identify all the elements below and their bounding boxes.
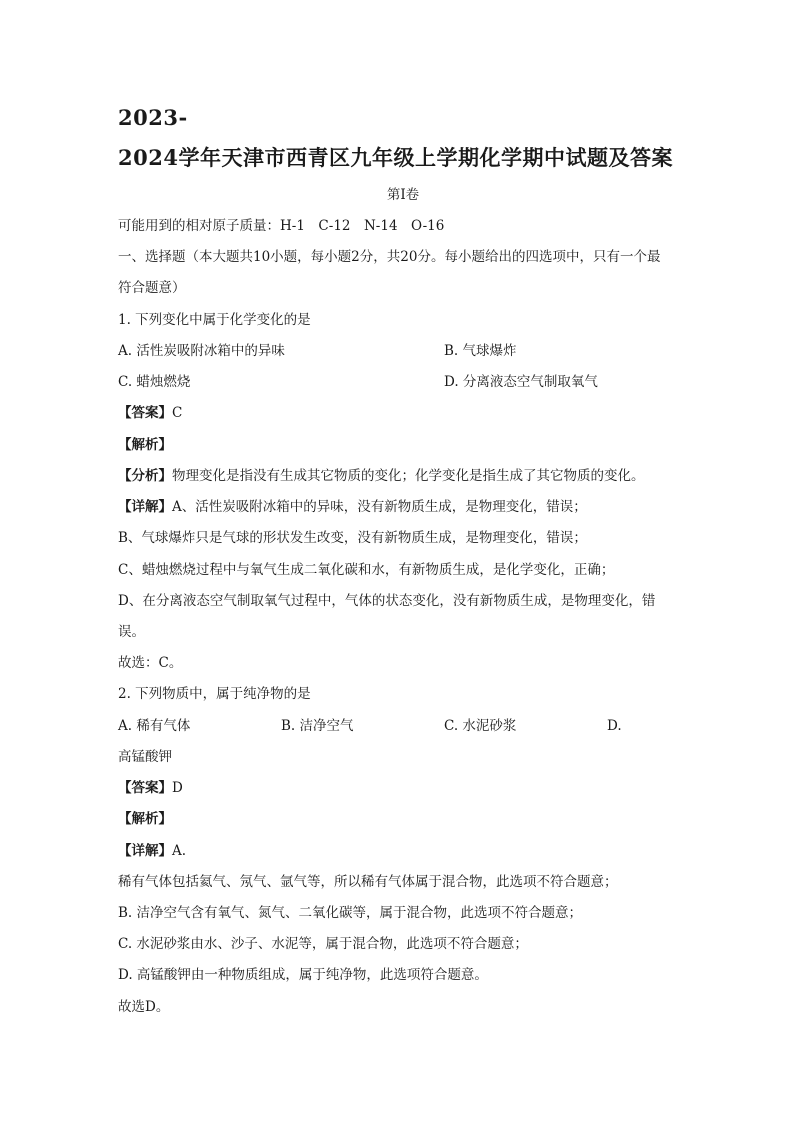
q1-answer-value: C — [172, 405, 183, 421]
q1-detail-d-line2: 误。 — [118, 624, 145, 640]
q1-fenxi-tag: 【分析】 — [118, 468, 172, 484]
q1-detail-a-text: A、活性炭吸附冰箱中的异味，没有新物质生成，是物理变化，错误； — [172, 499, 587, 515]
part1-heading-line1: 一、选择题（本大题共10小题，每小题2分，共20分。每小题给出的四选项中，只有一个最 — [118, 249, 661, 265]
q1-stem: 1. 下列变化中属于化学变化的是 — [118, 312, 311, 328]
q2-detail-d: D. 高锰酸钾由一种物质组成，属于纯净物，此选项符合题意。 — [118, 967, 488, 983]
q2-option-c: C. 水泥砂浆 — [444, 718, 517, 734]
q1-detail-d-line1: D、在分离液态空气制取氧气过程中，气体的状态变化，没有新物质生成，是物理变化，错 — [118, 593, 656, 609]
q2-detail-b: B. 洁净空气含有氧气、氮气、二氧化碳等，属于混合物，此选项不符合题意； — [118, 905, 583, 921]
q2-detail-tag: 【详解】 — [118, 843, 172, 859]
q2-option-a: A. 稀有气体 — [118, 718, 191, 734]
q1-option-a: A. 活性炭吸附冰箱中的异味 — [118, 343, 285, 359]
q1-option-d: D. 分离液态空气制取氧气 — [444, 374, 598, 390]
section-title: 第Ⅰ卷 — [386, 187, 420, 203]
q1-option-c: C. 蜡烛燃烧 — [118, 374, 191, 390]
q1-detail-a — [118, 497, 587, 517]
q1-fenxi-text: 物理变化是指没有生成其它物质的变化；化学变化是指生成了其它物质的变化。 — [172, 468, 645, 484]
doc-title-line1: 2023- — [118, 105, 188, 130]
q2-option-d-text: 高锰酸钾 — [118, 749, 172, 765]
q2-stem: 2. 下列物质中，属于纯净物的是 — [118, 686, 311, 702]
q1-detail-b: B、气球爆炸只是气球的形状发生改变，没有新物质生成，是物理变化，错误； — [118, 530, 587, 546]
q1-detail-c: C、蜡烛燃烧过程中与氧气生成二氧化碳和水，有新物质生成，是化学变化，正确； — [118, 562, 615, 578]
doc-title-line2: 2024学年天津市西青区九年级上学期化学期中试题及答案 — [118, 145, 673, 170]
q1-detail-tag: 【详解】 — [118, 499, 172, 515]
q1-fenxi — [118, 466, 645, 486]
q2-detail-a: 稀有气体包括氦气、氖气、氩气等，所以稀有气体属于混合物，此选项不符合题意； — [118, 874, 618, 890]
q1-analysis-tag: 【解析】 — [118, 437, 172, 453]
q1-option-b: B. 气球爆炸 — [444, 343, 517, 359]
q1-conclusion: 故选：C。 — [118, 655, 183, 671]
q2-answer-value: D — [172, 780, 183, 796]
q1-answer-tag: 【答案】 — [118, 405, 172, 421]
q2-detail-a-label: A. — [172, 843, 187, 859]
q2-answer-tag: 【答案】 — [118, 780, 172, 796]
q2-detail-head — [118, 841, 186, 861]
part1-heading-line2: 符合题意） — [118, 280, 186, 296]
q2-conclusion: 故选D。 — [118, 999, 170, 1015]
q2-detail-c: C. 水泥砂浆由水、沙子、水泥等，属于混合物，此选项不符合题意； — [118, 936, 528, 952]
q2-option-d-label: D. — [607, 718, 622, 734]
q2-analysis-tag: 【解析】 — [118, 811, 172, 827]
q1-answer — [118, 403, 182, 423]
q2-option-b: B. 洁净空气 — [281, 718, 354, 734]
q2-answer — [118, 778, 183, 798]
atomic-masses: 可能用到的相对原子质量：H-1 C-12 N-14 O-16 — [118, 218, 445, 234]
